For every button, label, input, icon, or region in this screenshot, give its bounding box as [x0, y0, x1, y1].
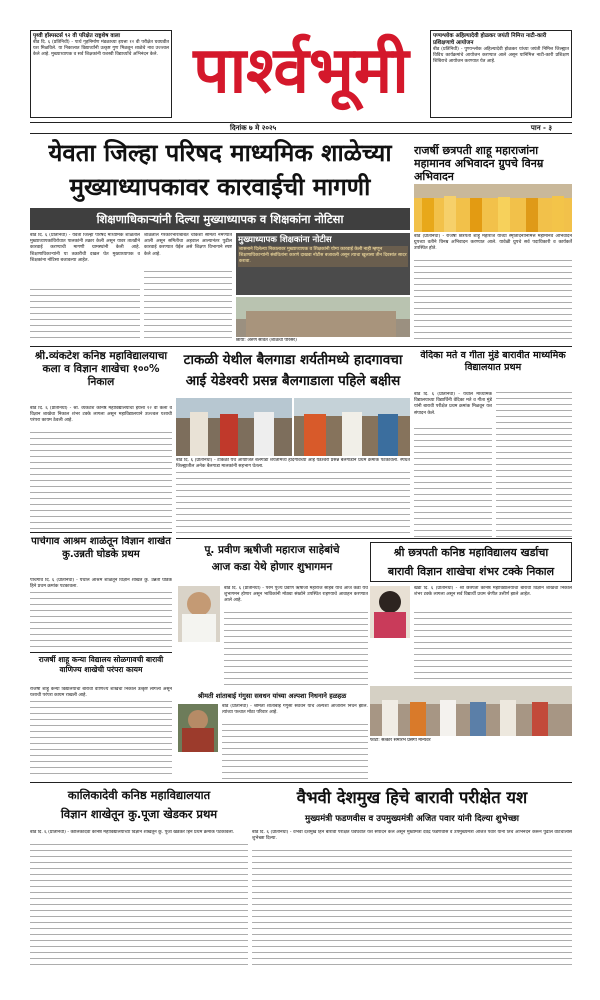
masthead-title	[176, 26, 426, 118]
chhatrapati-event-photo	[370, 686, 572, 736]
shri-body-text: बीड दि. ६ (प्रतिनिधी) - श्री. व्यंकटेश कनिष्ठ महाविद्यालयाचा इयत्ता १२ वी कला व विज्ञान शाखेचा निकाल शंभर टक्के लागला असून महाविद्यालयाने उज्ज्वल यशाची परंपरा कायम ठेवली आहे.	[30, 406, 172, 424]
lead-body-left-text: बीड दि. ६ (प्रतिनिधी) - येवता जिल्हा परिषद माध्यमिक शाळेतील मुख्याध्यापकांविरोधात पालकांनी तक्रार केली असून यावर तातडीने कारवाई करण्याची मागणी ग्रामस्थांनी केली आहे. शिक्षणाधिकाऱ्यांनी या तक्रारीची दखल घेत मुख्याध्यापक व शिक्षकांना नोटिसा बजावल्या आहेत.	[30, 233, 140, 263]
pachegaon-headline: पाचेगाव आश्रम शाळेतून विज्ञान शाखेत कु.उन्नती घोडके प्रथम	[31, 536, 171, 560]
date-bar	[30, 122, 572, 134]
right-top-body-text: बीड (प्रतिनिधी) - राजर्षी छत्रपती शाहू महाराज यांच्या स्मृतिदिनानिमित्त महामानव अभिवादन ग्रुपच्या वतीने विनम्र अभिवादन करण्यात आले. यावेळी ग्रुपचे सर्व पदाधिकारी व कार्यकर्ते उपस्थित होते.	[414, 234, 572, 252]
lead-subhead-text: शिक्षणाधिकाऱ्यांनी दिल्या मुख्याध्यापक व शिक्षकांना नोटिसा	[96, 212, 344, 226]
shantabai-body-text: बीड (प्रतिनिधी) - श्रीमती शांताबाई गंगुसा सवधन यांचे अल्पशा आजाराने निधन झाले. त्यांच्या पश्चात मोठा परिवार आहे.	[222, 704, 368, 716]
lead-headline-line2: मुख्याध्यापकावर कारवाईची मागणी	[69, 173, 371, 201]
shri-headline: श्री.व्यंकटेश कनिष्ठ महाविद्यालयाचा कला व विज्ञान शाखेचा १००% निकाल	[34, 350, 168, 388]
pravin-headline-line2: आज कडा येथे होणार शुभागमन	[211, 561, 333, 573]
rajashri-body	[30, 687, 172, 775]
rajashri-headline: राजर्षी शाहू कन्या विद्यालय सोळगावची बारावी वाणिज्य शाखेची परंपरा कायम	[38, 655, 164, 674]
pravin-headline	[176, 542, 368, 582]
lead-notice-box	[236, 233, 410, 295]
shri-body	[30, 406, 172, 530]
takli-body-text: बीड दि. ६ (प्रतिनिधी) - टाकळी येथे आयोजित बैलगाडा शर्यतीमध्ये हादगावच्या आई येडेश्वरी प्रसन्न बैलगाडाने प्रथम क्रमांक पटकावला. स्पर्धेत जिल्ह्यातील अनेक बैलगाडा मालकांनी सहभाग घेतला.	[176, 458, 410, 470]
shantabai-body	[222, 704, 368, 780]
masthead-right-head: पण्यश्लोक अहिल्यादेवी होळकर जयंती निमित्त नाटी-कारी प्रशिक्षणाचे आयोजन	[433, 33, 547, 46]
kalika-headline-line2: विज्ञान शाखेतून कु.पूजा खेडकर प्रथम	[60, 807, 218, 821]
vaibhavi-headline: वैभवी देशमुख हिचे बारावी परीक्षेत यश	[296, 788, 528, 807]
vaibhavi-body-text: बीड दि. ६ (प्रतिनिधी) - वैभवी देशमुख हिने बारावी परीक्षेत घवघवीत यश संपादन केले असून मुख्यमंत्री देवेंद्र फडणवीस व उपमुख्यमंत्री अजित पवार यांनी तिचे अभिनंदन करून पुढील वाटचालीस शुभेच्छा दिल्या.	[252, 830, 572, 842]
pachegaon-body	[30, 578, 172, 650]
chhatrapati-photo-caption: फोटो: सत्कार समारंभ प्रसंगी मान्यवर	[370, 738, 431, 743]
date-text: दिनांक ७ मे २०२५	[230, 124, 277, 132]
kalika-headline-line1: कालिकादेवी कनिष्ठ महाविद्यालयात	[67, 788, 211, 802]
chhatrapati-student-photo	[370, 586, 410, 638]
lead-body-right-text: शाळेतील गैरकारभाराबाबत चौकशी समिती नेमण्यात आली असून समितीचा अहवाल आल्यानंतर पुढील कारवाई करण्यात येईल असे शिक्षण विभागाने स्पष्ट केले आहे.	[144, 233, 232, 257]
vedika-headline: वेदिका मते व गीता मुंडे बारावीत माध्यमिक विद्यालयात प्रथम	[420, 350, 566, 373]
pravin-body	[224, 586, 368, 686]
takli-photo-2	[294, 398, 410, 456]
lead-photo-caption: छाया: अरुण सावंत (शाळेचा परिसर)	[236, 338, 297, 343]
lead-body-right	[144, 233, 232, 343]
vaibhavi-body	[252, 830, 572, 970]
right-top-headline: राजर्षी छत्रपती शाहू महाराजांना महामानव अभिवादन ग्रुपचे विनम्र अभिवादन	[414, 144, 544, 182]
lead-notice-title: मुख्याध्यापक शिक्षकांना नोटीस	[238, 235, 332, 245]
kalika-body-text: बीड दि. ६ (प्रतिनिधी) - कालिकादेवी कनिष्ठ महाविद्यालयाच्या विज्ञान शाखेतून कु. पूजा खेडकर हिने प्रथम क्रमांक पटकावला.	[30, 830, 235, 835]
chhatrapati-headline	[370, 542, 572, 582]
chhatrapati-headline-line1: श्री छत्रपती कनिष्ठ महाविद्यालय खर्डाचा	[393, 546, 549, 559]
masthead-right-story	[430, 30, 572, 118]
page-number: पान - ३	[530, 124, 552, 132]
masthead-left-body: बीड दि. ६ (प्रतिनिधी) - पार्थ गृहनिर्माण मंडळाच्या इयत्ता १२ वी परीक्षेत घवघवीत यश मिळविले. या निकालात विद्यार्थ्यांनी उत्कृष्ट गुण मिळवून शाळेचे नाव उज्ज्वल केले आहे. मुख्याध्यापक व सर्व शिक्षकांनी यशस्वी विद्यार्थ्यांचे अभिनंदन केले.	[33, 40, 169, 58]
pravin-body-text: बीड दि. ६ (प्रतिनिधी) - परम पूज्य प्रवीण ऋषीजी महाराज साहेब यांचे आज कडा येथे शुभागमन होणार असून भाविकांनी मोठ्या संख्येने उपस्थित राहण्याचे आवाहन करण्यात आले आहे.	[224, 586, 368, 604]
vedika-body-col2	[496, 392, 572, 542]
right-top-photo	[414, 184, 572, 232]
takli-photo-1	[176, 398, 292, 456]
masthead-left-story	[30, 30, 172, 118]
lead-subhead	[30, 208, 410, 230]
masthead-right-body: बीड (प्रतिनिधी) - पुण्यश्लोक अहिल्यादेवी होळकर यांच्या जयंती निमित्त जिल्ह्यात विविध कार्यक्रमांचे आयोजन करण्यात आले असून यानिमित्त नाटी-कारी प्रशिक्षण शिबिराचे आयोजन करण्यात येत आहे.	[433, 47, 569, 65]
vedika-body-text: बीड दि. ६ (प्रतिनिधी) - येथील माध्यमिक विद्यालयाच्या विद्यार्थिनी वेदिका मते व गीता मुंडे यांनी बारावी परीक्षेत प्रथम क्रमांक मिळवून यश संपादन केले.	[414, 392, 492, 416]
lead-body-left	[30, 233, 140, 343]
lead-headline-line1: येवता जिल्हा परिषद माध्यमिक शाळेच्या	[48, 139, 392, 167]
kalika-headline	[30, 786, 248, 826]
takli-body	[176, 458, 410, 534]
rajashri-body-text: राजर्षी शाहू कन्या विद्यालयाचा बारावी वाणिज्य शाखेचा निकाल उत्कृष्ट लागला असून यशाची परंपरा कायम राखली आहे.	[30, 687, 172, 699]
pachegaon-body-text: पाचेगाव दि. ६ (प्रतिनिधी) - येथील आश्रम शाळेतून विज्ञान शाखेत कु. उन्नती घोडके हिने प्रथम क्रमांक पटकावला.	[30, 578, 172, 590]
chhatrapati-headline-line2: बारावी विज्ञान शाखेचा शंभर टक्के निकाल	[387, 565, 555, 578]
right-top-body	[414, 234, 572, 344]
lead-notice-body: शासनाने दिलेल्या निकालावर मुख्याध्यापक व शिक्षकांनी योग्य कारवाई केली नाही म्हणून शिक्षणाधिकाऱ्यांनी संबंधितांना कारणे दाखवा नोटीस बजावली असून त्याचा खुलासा तीन दिवसांत सादर करावा.	[238, 246, 408, 267]
shantabai-photo	[178, 704, 218, 752]
masthead-left-head: पृथ्वी हॉस्पस्टर्स ९२ वी परिक्षेत राष्ट्रशेष वाला	[33, 33, 120, 39]
takli-headline	[176, 350, 410, 394]
shantabai-headline: श्रीमती शांताबाई गंगुसा सवधन यांच्या अल्पशा निधनाने हळहळ	[197, 692, 347, 700]
lead-photo	[236, 297, 410, 337]
pravin-photo	[178, 586, 220, 642]
kalika-body	[30, 830, 248, 970]
chhatrapati-body-text: खर्डा दि. ६ (प्रतिनिधी) - श्री छत्रपती कनिष्ठ महाविद्यालयाचा बारावी विज्ञान शाखेचा निकाल शंभर टक्के लागला असून सर्व विद्यार्थी प्रथम श्रेणीत उत्तीर्ण झाले आहेत.	[414, 586, 572, 598]
masthead-title-text: पार्श्वभूमी	[193, 33, 409, 108]
pravin-headline-line1: पू. प्रवीण ऋषीजी महाराज साहेबांचे	[204, 544, 340, 556]
vaibhavi-subhead: मुख्यमंत्री फडणवीस व उपमुख्यमंत्री अजित पवार यांनी दिल्या शुभेच्छा	[305, 814, 519, 824]
takli-headline-line2: आई येडेश्वरी प्रसन्न बैलगाडाला पहिले बक्षीस	[185, 373, 401, 389]
chhatrapati-body	[414, 586, 572, 682]
lead-headline	[30, 136, 410, 206]
takli-headline-line1: टाकळी येथील बैलगाडा शर्यतीमध्ये हादगावचा	[183, 352, 403, 368]
vedika-body	[414, 392, 492, 542]
